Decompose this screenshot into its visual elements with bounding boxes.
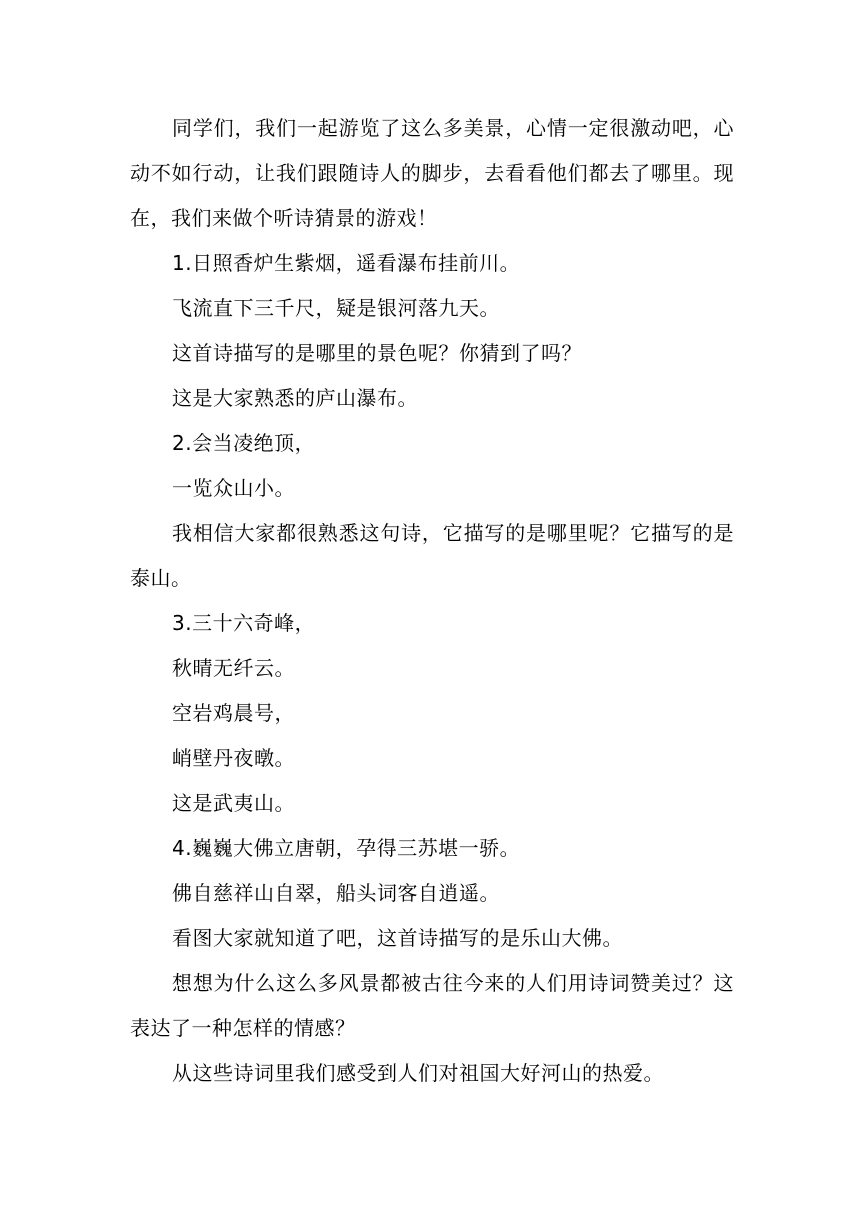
poem-4-line-2: 佛自慈祥山自翠，船头词客自逍遥。 [172, 881, 500, 905]
reflection-question: 想想为什么这么多风景都被古往今来的人们用诗词赞美过？这表达了一种怎样的情感？ [130, 971, 734, 1040]
poem-3-line-4: 峭壁丹夜暾。 [172, 746, 295, 770]
document-body [130, 106, 734, 1096]
poem-1-line-1: 1.日照香炉生紫烟，遥看瀑布挂前川。 [172, 251, 521, 275]
answer-paragraph-4: 看图大家就知道了吧，这首诗描写的是乐山大佛。 [172, 926, 623, 950]
poem-3-line-2: 秋晴无纤云。 [172, 656, 295, 680]
answer-paragraph-1: 这是大家熟悉的庐山瀑布。 [172, 386, 418, 410]
answer-paragraph-3: 这是武夷山。 [172, 791, 295, 815]
poem-1-line-2: 飞流直下三千尺，疑是银河落九天。 [172, 296, 500, 320]
conclusion-paragraph: 从这些诗词里我们感受到人们对祖国大好河山的热爱。 [172, 1061, 664, 1085]
intro-paragraph: 同学们，我们一起游览了这么多美景，心情一定很激动吧，心动不如行动，让我们跟随诗人的脚步，去看看他们都去了哪里。现在，我们来做个听诗猜景的游戏！ [130, 116, 734, 230]
poem-2-line-1: 2.会当凌绝顶， [172, 431, 316, 455]
answer-paragraph-2: 我相信大家都很熟悉这句诗，它描写的是哪里呢？它描写的是泰山。 [130, 521, 734, 590]
poem-3-line-1: 3.三十六奇峰， [172, 611, 316, 635]
poem-3-line-3: 空岩鸡晨号， [172, 701, 295, 725]
poem-2-line-2: 一览众山小。 [172, 476, 295, 500]
poem-4-line-1: 4.巍巍大佛立唐朝，孕得三苏堪一骄。 [172, 836, 521, 860]
question-paragraph-1: 这首诗描写的是哪里的景色呢？你猜到了吗？ [172, 341, 582, 365]
